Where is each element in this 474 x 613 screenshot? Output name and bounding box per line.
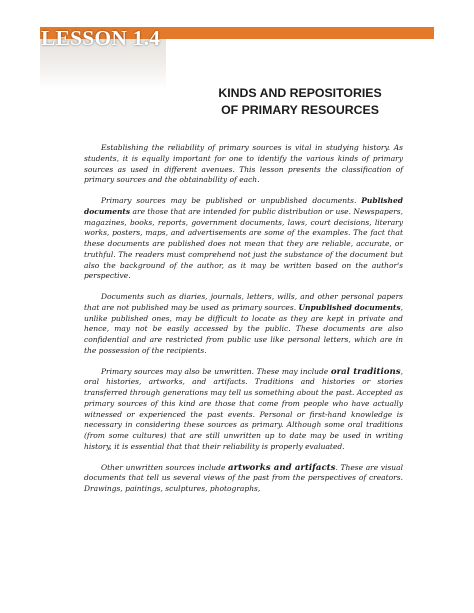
term-artworks-and-artifacts: artworks and artifacts	[228, 462, 336, 473]
paragraph-artworks	[84, 463, 403, 495]
paragraph-intro	[84, 143, 403, 186]
paragraph-intro-text: Establishing the reliability of primary sources is vital in studying history. As students, it is equally important for one to identify the various kinds of primary sources as used in different avenues. This lesson presents the classification of primary sources and the obtainability of each.	[84, 143, 403, 185]
paragraph-artworks-lead: Other unwritten sources include	[101, 462, 229, 472]
paragraph-artworks-body: . These are visual documents that tell us several views of the past from the perspectives of creators. Drawings, paintings, sculptures, photographs,	[84, 462, 403, 493]
paragraph-unwritten-lead: Primary sources may also be unwritten. These may include	[101, 366, 331, 376]
paragraph-unpublished	[84, 292, 403, 357]
paragraph-unpublished-lead: Documents such as diaries, journals, letters, wills, and other personal papers that are not published may be used as primary sources.	[84, 292, 403, 312]
paragraph-published	[84, 196, 403, 282]
term-published-documents: Published documents	[84, 196, 403, 216]
section-heading-line-2: OF PRIMARY RESOURCES	[221, 103, 379, 117]
paragraph-published-body: are those that are intended for public distribution or use. Newspapers, magazines, books, reports, government documents, laws, court decisions, literary works, posters, maps, and advertisements are some of the examples. The fact that these documents are published does not mean that they are reliable, accurate, or truthful. The readers must comprehend not just the substance of the document but also the background of the author, as it may be written based on the author's perspective.	[84, 206, 403, 281]
paragraph-published-lead: Primary sources may be published or unpublished documents.	[101, 196, 357, 205]
paragraph-unwritten-body: , oral histories, artworks, and artifacts. Traditions and histories or stories transferred through generations may tell us something about the past. Accepted as primary sources of this kind are those that come from people who have actually witnessed or experienced the past events. Personal or first-hand knowledge is necessary in considering these sources as primary. Although some oral traditions (from some cultures) that are still unwritten up to date may be used in writing history, it is essential that that their reliability is properly evaluated.	[84, 366, 403, 451]
body-text	[84, 143, 403, 505]
paragraph-unpublished-body: , unlike published ones, may be difficult to locate as they are kept in private and hence, may not be easily accessed by the public. These documents are also confidential and are restricted from public use like personal letters, which are in the possession of the recipients.	[84, 302, 403, 355]
lesson-title: LESSON 1.4	[41, 26, 161, 50]
term-unpublished-documents: Unpublished documents	[298, 302, 401, 312]
term-oral-traditions: oral traditions	[330, 366, 401, 377]
paragraph-unwritten	[84, 367, 403, 453]
section-heading-line-1: KINDS AND REPOSITORIES	[218, 86, 382, 100]
